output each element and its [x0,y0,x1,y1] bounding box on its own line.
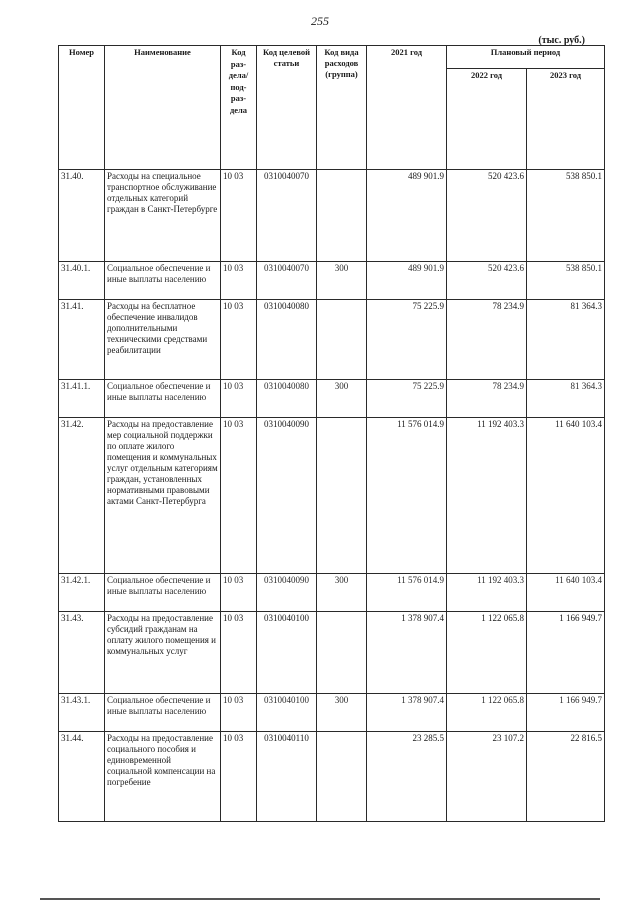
row-number: 31.42.1. [59,574,105,612]
row-amount-2021: 75 225.9 [367,300,447,380]
table-body [59,170,605,822]
row-amount-2023: 1 166 949.7 [527,694,605,732]
row-number: 31.41.1. [59,380,105,418]
row-target-code: 0310040080 [257,300,317,380]
header-year-2023: 2023 год [527,69,605,170]
table-row [59,694,605,732]
row-target-code: 0310040070 [257,170,317,262]
row-name: Социальное обеспечение и иные выплаты населению [105,574,221,612]
row-number: 31.40.1. [59,262,105,300]
row-amount-2022: 520 423.6 [447,262,527,300]
row-name: Расходы на предоставление субсидий гражданам на оплату жилого помещения и коммунальных услуг [105,612,221,694]
row-amount-2023: 538 850.1 [527,170,605,262]
row-section-code: 10 03 [221,300,257,380]
table-row [59,300,605,380]
row-number: 31.41. [59,300,105,380]
table-row [59,418,605,574]
table-row [59,574,605,612]
row-target-code: 0310040070 [257,262,317,300]
row-amount-2021: 1 378 907.4 [367,694,447,732]
header-name: Наименование [105,46,221,170]
header-number: Номер [59,46,105,170]
table-row [59,262,605,300]
row-name: Расходы на специальное транспортное обслуживание отдельных категорий граждан в Санкт-Петербурге [105,170,221,262]
row-expense-type: 300 [317,380,367,418]
row-amount-2022: 23 107.2 [447,732,527,822]
row-target-code: 0310040090 [257,418,317,574]
table-row [59,612,605,694]
header-plan-period: Плановый период [447,46,605,69]
row-expense-type [317,170,367,262]
row-number: 31.43. [59,612,105,694]
row-name: Социальное обеспечение и иные выплаты населению [105,380,221,418]
row-amount-2023: 11 640 103.4 [527,418,605,574]
row-amount-2021: 11 576 014.9 [367,574,447,612]
row-amount-2023: 1 166 949.7 [527,612,605,694]
row-name: Расходы на бесплатное обеспечение инвалидов дополнительными техническими средствами реабилитации [105,300,221,380]
row-amount-2023: 11 640 103.4 [527,574,605,612]
header-expense-type-code: Код вида расходов (группа) [317,46,367,170]
units-label: (тыс. руб.) [538,35,585,46]
row-amount-2023: 81 364.3 [527,380,605,418]
row-expense-type: 300 [317,694,367,732]
row-number: 31.40. [59,170,105,262]
row-amount-2022: 78 234.9 [447,380,527,418]
row-section-code: 10 03 [221,612,257,694]
header-section-code: Код раз-дела/ под-раз-дела [221,46,257,170]
row-amount-2022: 78 234.9 [447,300,527,380]
table-header [59,46,605,170]
page-number: 255 [311,14,329,28]
row-name: Расходы на предоставление социального пособия и единовременной социальной компенсации на погребение [105,732,221,822]
row-amount-2023: 538 850.1 [527,262,605,300]
row-name: Социальное обеспечение и иные выплаты населению [105,262,221,300]
row-expense-type [317,418,367,574]
row-target-code: 0310040110 [257,732,317,822]
row-section-code: 10 03 [221,380,257,418]
row-section-code: 10 03 [221,574,257,612]
row-amount-2022: 1 122 065.8 [447,694,527,732]
row-amount-2023: 81 364.3 [527,300,605,380]
row-section-code: 10 03 [221,694,257,732]
row-target-code: 0310040100 [257,612,317,694]
row-number: 31.44. [59,732,105,822]
budget-table [58,45,605,822]
row-amount-2021: 75 225.9 [367,380,447,418]
row-amount-2022: 520 423.6 [447,170,527,262]
row-section-code: 10 03 [221,262,257,300]
row-amount-2021: 489 901.9 [367,170,447,262]
row-section-code: 10 03 [221,418,257,574]
row-amount-2021: 1 378 907.4 [367,612,447,694]
row-amount-2021: 489 901.9 [367,262,447,300]
row-number: 31.42. [59,418,105,574]
row-amount-2022: 11 192 403.3 [447,418,527,574]
row-amount-2021: 23 285.5 [367,732,447,822]
row-amount-2022: 1 122 065.8 [447,612,527,694]
row-expense-type [317,732,367,822]
row-amount-2023: 22 816.5 [527,732,605,822]
row-expense-type [317,612,367,694]
row-expense-type: 300 [317,262,367,300]
row-amount-2022: 11 192 403.3 [447,574,527,612]
header-target-code: Код целевой статьи [257,46,317,170]
row-target-code: 0310040090 [257,574,317,612]
row-name: Социальное обеспечение и иные выплаты населению [105,694,221,732]
row-name: Расходы на предоставление мер социальной поддержки по оплате жилого помещения и коммунальных услуг отдельным категориям граждан, установленных нормативными правовыми актами Санкт-Петербурга [105,418,221,574]
row-amount-2021: 11 576 014.9 [367,418,447,574]
table-row [59,380,605,418]
header-year-2021: 2021 год [367,46,447,170]
row-section-code: 10 03 [221,170,257,262]
row-target-code: 0310040080 [257,380,317,418]
row-section-code: 10 03 [221,732,257,822]
row-expense-type: 300 [317,574,367,612]
header-year-2022: 2022 год [447,69,527,170]
page-bottom-rule [40,898,600,900]
table-row [59,170,605,262]
row-number: 31.43.1. [59,694,105,732]
table-row [59,732,605,822]
row-target-code: 0310040100 [257,694,317,732]
row-expense-type [317,300,367,380]
